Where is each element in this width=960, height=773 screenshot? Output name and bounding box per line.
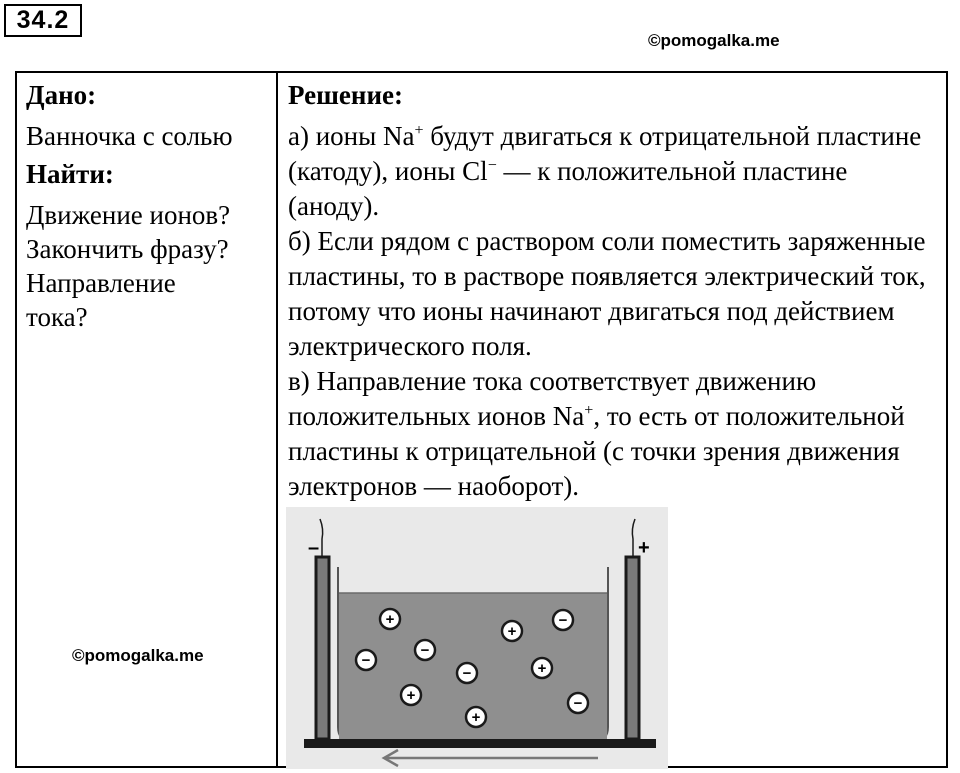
find-heading: Найти: (26, 159, 114, 189)
solution-part-a: а) ионы Na+ будут двигаться к отрицательной пластине (катоду), ионы Cl− — к положительной пластине (аноду). (288, 121, 922, 221)
find-list (26, 198, 272, 334)
electrolysis-figure (286, 507, 668, 769)
negative-ion (553, 610, 573, 630)
given-column (26, 78, 272, 334)
find-item: Закончить фразу? (26, 234, 229, 264)
find-item: Направление (26, 268, 176, 298)
svg-text:+: + (537, 660, 547, 677)
negative-ion (415, 640, 435, 660)
find-item: тока? (26, 302, 88, 332)
negative-sign: – (308, 537, 320, 559)
watermark-top: ©pomogalka.me (648, 31, 780, 50)
positive-sign: + (638, 537, 650, 559)
svg-text:−: − (558, 612, 568, 629)
svg-text:−: − (462, 665, 472, 682)
solution-heading: Решение: (288, 80, 403, 110)
svg-text:+: + (385, 611, 395, 628)
given-heading: Дано: (26, 80, 97, 110)
watermark-left: ©pomogalka.me (72, 646, 204, 665)
negative-ion (568, 693, 588, 713)
solution-column (288, 78, 940, 504)
svg-text:−: − (573, 695, 583, 712)
base-plate (304, 739, 656, 748)
positive-ion (401, 685, 421, 705)
svg-text:+: + (507, 623, 517, 640)
svg-text:−: − (420, 642, 430, 659)
positive-ion (532, 658, 552, 678)
svg-text:+: + (471, 709, 481, 726)
problem-number: 34.2 (4, 4, 82, 37)
positive-ion (466, 707, 486, 727)
negative-ion (457, 663, 477, 683)
negative-electrode (316, 557, 329, 739)
solution-part-v: в) Направление тока соответствует движению положительных ионов Na+, то есть от положительной пластины к отрицательной (с точки зрения движения электронов — наоборот). (288, 366, 905, 501)
svg-text:+: + (406, 687, 416, 704)
positive-electrode (626, 557, 639, 739)
column-divider (276, 71, 278, 768)
negative-ion (356, 650, 376, 670)
positive-ion (502, 621, 522, 641)
given-item: Ванночка с солью (26, 121, 233, 151)
svg-text:−: − (361, 652, 371, 669)
find-item: Движение ионов? (26, 200, 231, 230)
solution-part-b: б) Если рядом с раствором соли поместить заряженные пластины, то в растворе появляется электрический ток, потому что ионы начинают двигаться под действием электрического поля. (288, 226, 926, 361)
positive-ion (380, 609, 400, 629)
